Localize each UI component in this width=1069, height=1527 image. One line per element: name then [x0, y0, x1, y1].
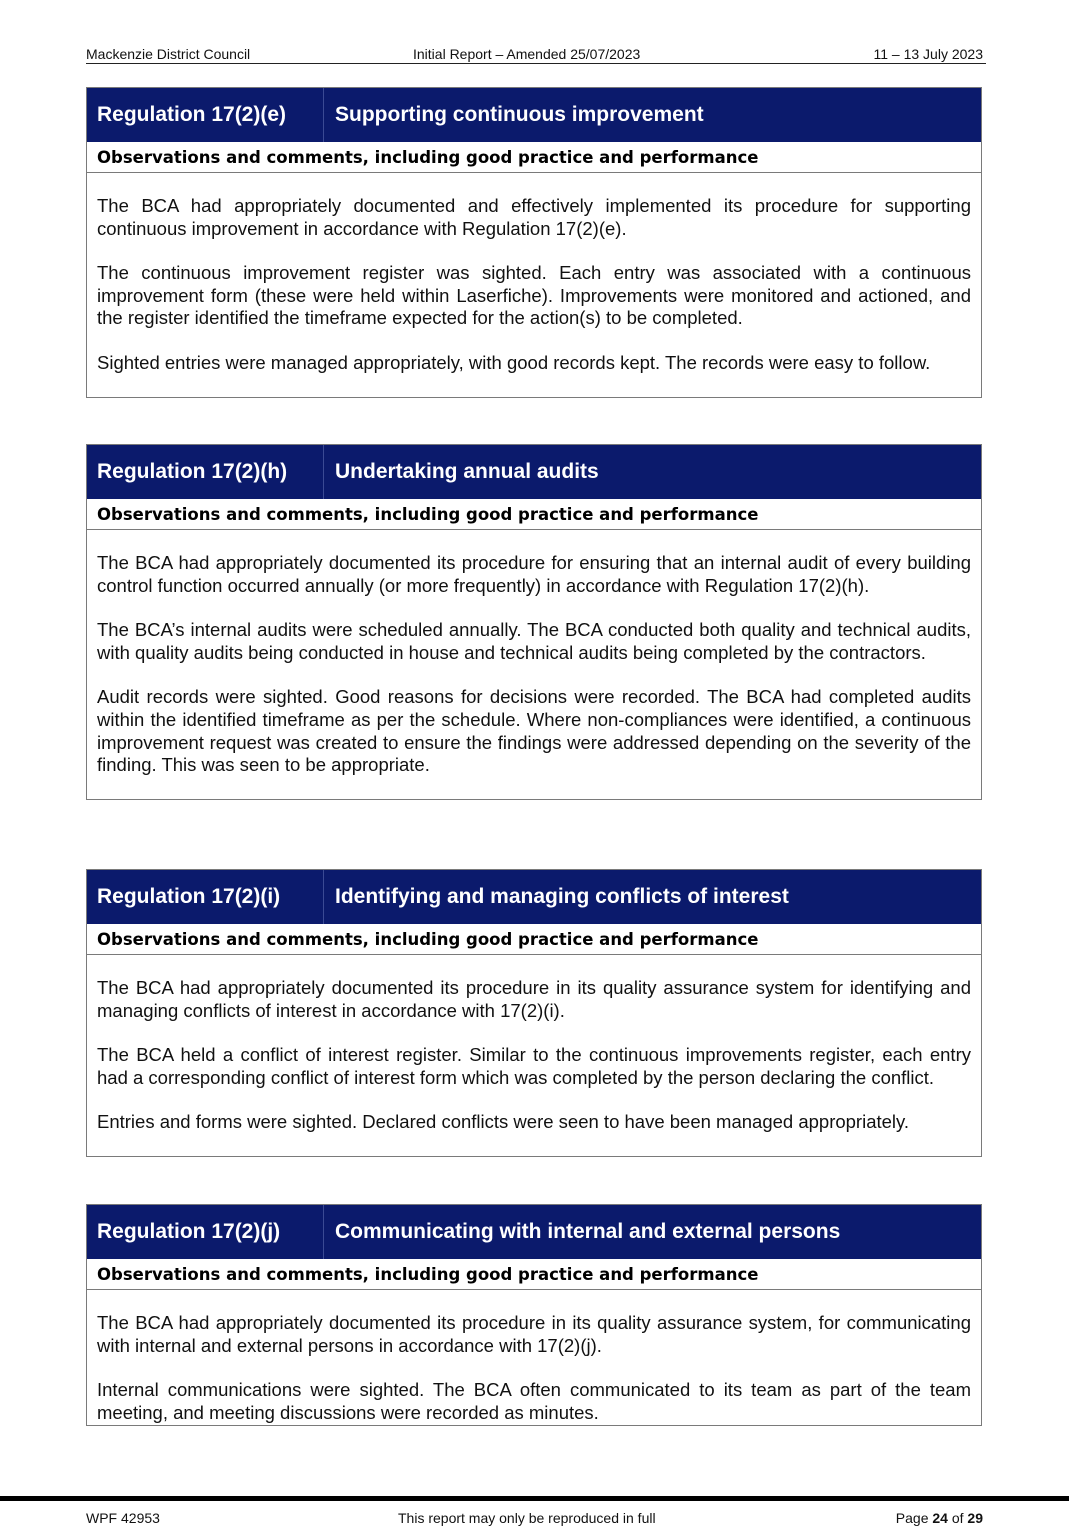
observations-subheading: Observations and comments, including good practice and performance	[87, 142, 981, 173]
page-of: of	[947, 1510, 968, 1526]
body-paragraph: Entries and forms were sighted. Declared conflicts were seen to have been managed appropriately.	[97, 1111, 910, 1133]
regulation-title: Identifying and managing conflicts of interest	[335, 885, 789, 908]
regulation-title: Communicating with internal and external persons	[335, 1220, 841, 1243]
regulation-body	[87, 955, 981, 1134]
body-paragraph: The BCA had appropriately documented its procedure in its quality assurance system, for communicating with internal and external persons in accordance with 17(2)(j).	[97, 1312, 971, 1356]
regulation-table-17-2-j	[86, 1204, 982, 1426]
regulation-header	[87, 88, 981, 142]
page-footer	[0, 1496, 1069, 1527]
regulation-header	[87, 1205, 981, 1259]
header-organisation: Mackenzie District Council	[86, 46, 251, 62]
regulation-code: Regulation 17(2)(e)	[87, 88, 324, 142]
body-paragraph: The BCA held a conflict of interest register. Similar to the continuous improvements register, each entry had a corresponding conflict of interest form which was completed by the person declaring the conflict.	[97, 1044, 971, 1088]
footer-reference: WPF 42953	[86, 1510, 160, 1526]
footer-notice: This report may only be reproduced in full	[398, 1510, 656, 1526]
page-header	[86, 46, 986, 64]
body-paragraph: The BCA had appropriately documented and effectively implemented its procedure for supporting continuous improvement in accordance with Regulation 17(2)(e).	[97, 195, 971, 239]
regulation-table-17-2-h	[86, 444, 982, 800]
regulation-body	[87, 1290, 981, 1424]
body-paragraph: Sighted entries were managed appropriately, with good records kept. The records were easy to follow.	[97, 351, 931, 373]
regulation-header	[87, 445, 981, 499]
page-prefix: Page	[895, 1510, 933, 1526]
body-paragraph: The BCA had appropriately documented its procedure for ensuring that an internal audit of every building control function occurred annually (or more frequently) in accordance with Regulation 17(2)(h).	[97, 552, 971, 596]
body-paragraph: The BCA had appropriately documented its procedure in its quality assurance system for identifying and managing conflicts of interest in accordance with 17(2)(i).	[97, 977, 971, 1021]
header-dates: 11 – 13 July 2023	[873, 46, 983, 62]
regulation-body	[87, 530, 981, 777]
header-report-title: Initial Report – Amended 25/07/2023	[413, 46, 641, 62]
total-pages: 29	[967, 1510, 983, 1526]
body-paragraph: The continuous improvement register was sighted. Each entry was associated with a continuous improvement form (these were held within Laserfiche). Improvements were monitored and actioned, and the register identified the timeframe expected for the action(s) to be completed.	[97, 262, 971, 329]
current-page: 24	[932, 1510, 948, 1526]
observations-subheading: Observations and comments, including good practice and performance	[87, 1259, 981, 1290]
regulation-code: Regulation 17(2)(j)	[87, 1205, 324, 1259]
regulation-title: Undertaking annual audits	[335, 460, 599, 483]
regulation-table-17-2-e	[86, 87, 982, 398]
body-paragraph: Audit records were sighted. Good reasons for decisions were recorded. The BCA had completed audits within the identified timeframe as per the schedule. Where non-compliances were identified, a continuous improvement request was created to ensure the findings were addressed depending on the severity of the finding. This was seen to be appropriate.	[97, 686, 971, 776]
regulation-code: Regulation 17(2)(i)	[87, 870, 324, 924]
regulation-code: Regulation 17(2)(h)	[87, 445, 324, 499]
regulation-table-17-2-i	[86, 869, 982, 1157]
page-number	[896, 1510, 983, 1526]
body-paragraph: The BCA’s internal audits were scheduled annually. The BCA conducted both quality and technical audits, with quality audits being conducted in house and technical audits being completed by the contractors.	[97, 619, 971, 663]
regulation-title: Supporting continuous improvement	[335, 103, 704, 126]
body-paragraph: Internal communications were sighted. The BCA often communicated to its team as part of the team meeting, and meeting discussions were recorded as minutes.	[97, 1379, 971, 1423]
observations-subheading: Observations and comments, including good practice and performance	[87, 924, 981, 955]
observations-subheading: Observations and comments, including good practice and performance	[87, 499, 981, 530]
regulation-body	[87, 173, 981, 375]
regulation-header	[87, 870, 981, 924]
